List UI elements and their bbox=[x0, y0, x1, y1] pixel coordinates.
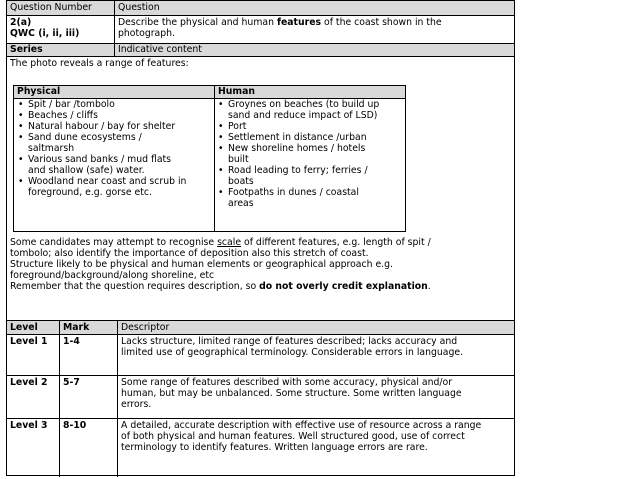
human-feature-item-text: • Groynes on beaches (to build up bbox=[228, 99, 380, 110]
physical-feature-item bbox=[14, 132, 186, 154]
level-row bbox=[7, 376, 514, 419]
physical-feature-item-text: • Beaches / cliffs bbox=[28, 110, 98, 121]
human-feature-item bbox=[214, 99, 379, 121]
human-feature-item-text: • Settlement in distance /urban bbox=[228, 132, 367, 143]
descriptor-cell bbox=[117, 335, 514, 375]
human-feature-item bbox=[214, 121, 379, 132]
note-line bbox=[10, 237, 510, 248]
note-bold: do not overly credit explanation bbox=[259, 281, 428, 292]
descriptor-line: A detailed, accurate description with effective use of resource across a range bbox=[121, 420, 482, 431]
level-cell: Level 1 bbox=[10, 336, 48, 347]
physical-feature-item bbox=[14, 176, 186, 198]
note-line: tombolo; also identify the importance of deposition also this stretch of coast. bbox=[10, 248, 369, 259]
indicative-content-header: Indicative content bbox=[114, 44, 514, 56]
descriptor-line: of both physical and human features. Well structured good, use of correct bbox=[121, 431, 465, 442]
features-header-row bbox=[14, 86, 405, 99]
mark-cell: 8-10 bbox=[59, 419, 117, 477]
mark-header: Mark bbox=[59, 321, 117, 334]
descriptor-header: Descriptor bbox=[117, 321, 514, 334]
series-row bbox=[7, 44, 514, 57]
question-text-part: Describe the physical and human bbox=[118, 17, 277, 28]
header-row bbox=[7, 1, 514, 16]
mark-cell: 1-4 bbox=[59, 335, 117, 375]
note-text: . bbox=[427, 281, 431, 292]
physical-feature-item-text: • Various sand banks / mud flats bbox=[28, 154, 172, 165]
human-feature-item-text: • Footpaths in dunes / coastal bbox=[228, 187, 359, 198]
human-feature-item-text: sand and reduce impact of LSD) bbox=[228, 110, 378, 121]
question-text-part: of the coast shown in the bbox=[321, 17, 442, 28]
physical-feature-item bbox=[14, 110, 186, 121]
physical-feature-item bbox=[14, 154, 186, 176]
physical-feature-item-text: saltmarsh bbox=[28, 143, 75, 154]
question-text-emphasis: features bbox=[276, 17, 322, 28]
descriptor-line: Some range of features described with some accuracy, physical and/or bbox=[121, 377, 453, 388]
note-line: foreground/background/along shoreline, etc bbox=[10, 270, 215, 281]
mark-scheme-table bbox=[6, 0, 515, 476]
physical-header: Physical bbox=[17, 86, 61, 97]
physical-feature-item-text: • Spit / bar /tombolo bbox=[28, 99, 115, 110]
physical-feature-item-text: • Woodland near coast and scrub in bbox=[28, 176, 187, 187]
human-header: Human bbox=[218, 86, 255, 97]
marking-notes bbox=[10, 237, 510, 292]
level-cell: Level 3 bbox=[10, 420, 48, 431]
descriptor-line: Lacks structure, limited range of features described; lacks accuracy and bbox=[121, 336, 458, 347]
physical-feature-item bbox=[14, 99, 186, 110]
note-underlined: scale bbox=[217, 237, 242, 248]
physical-feature-item-text: foreground, e.g. gorse etc. bbox=[28, 187, 152, 198]
descriptor-line: human, but may be unbalanced. Some structure. Some written language bbox=[121, 388, 462, 399]
physical-feature-item-text: and shallow (safe) water. bbox=[28, 165, 145, 176]
physical-feature-item-text: • Natural habour / bay for shelter bbox=[28, 121, 176, 132]
physical-feature-item bbox=[14, 121, 186, 132]
human-feature-item-text: boats bbox=[228, 176, 254, 187]
descriptor-cell bbox=[117, 419, 514, 477]
human-feature-item bbox=[214, 165, 379, 187]
human-feature-item-text: • New shoreline homes / hotels bbox=[228, 143, 366, 154]
note-text: Remember that the question requires description, so bbox=[10, 281, 260, 292]
note-text: Some candidates may attempt to recognise bbox=[10, 237, 218, 248]
descriptor-line: terminology to identify features. Written language errors are rare. bbox=[121, 442, 428, 453]
level-row bbox=[7, 419, 514, 477]
intro-text: The photo reveals a range of features: bbox=[10, 58, 189, 69]
physical-feature-item-text: • Sand dune ecosystems / bbox=[28, 132, 142, 143]
physical-features-list bbox=[14, 99, 186, 198]
question-text-line: photograph. bbox=[118, 28, 175, 39]
question-row bbox=[7, 16, 514, 44]
descriptor-cell bbox=[117, 376, 514, 418]
question-text bbox=[114, 16, 514, 43]
question-number-header: Question Number bbox=[10, 2, 92, 13]
level-row bbox=[7, 335, 514, 376]
level-header: Level bbox=[10, 322, 38, 333]
level-header-row bbox=[7, 320, 514, 335]
human-feature-item bbox=[214, 187, 379, 209]
descriptor-line: limited use of geographical terminology. Considerable errors in language. bbox=[121, 347, 464, 358]
series-header: Series bbox=[10, 44, 43, 55]
note-line: Structure likely to be physical and human elements or geographical approach e.g. bbox=[10, 259, 393, 270]
note-line bbox=[10, 281, 510, 292]
question-header: Question bbox=[114, 1, 514, 15]
question-number: 2(a) bbox=[10, 17, 32, 28]
note-text: of different features, e.g. length of spit / bbox=[241, 237, 431, 248]
features-table bbox=[13, 85, 406, 232]
human-feature-item-text: built bbox=[228, 154, 249, 165]
human-feature-item-text: • Port bbox=[228, 121, 247, 132]
human-feature-item-text: areas bbox=[228, 198, 254, 209]
human-feature-item bbox=[214, 143, 379, 165]
mark-cell: 5-7 bbox=[59, 376, 117, 418]
human-feature-item bbox=[214, 132, 379, 143]
human-features-list bbox=[214, 99, 379, 209]
level-cell: Level 2 bbox=[10, 377, 48, 388]
question-number-cell bbox=[7, 16, 114, 43]
descriptor-line: errors. bbox=[121, 399, 152, 410]
qwc-label: QWC (i, ii, iii) bbox=[10, 28, 80, 39]
human-feature-item-text: • Road leading to ferry; ferries / bbox=[228, 165, 368, 176]
